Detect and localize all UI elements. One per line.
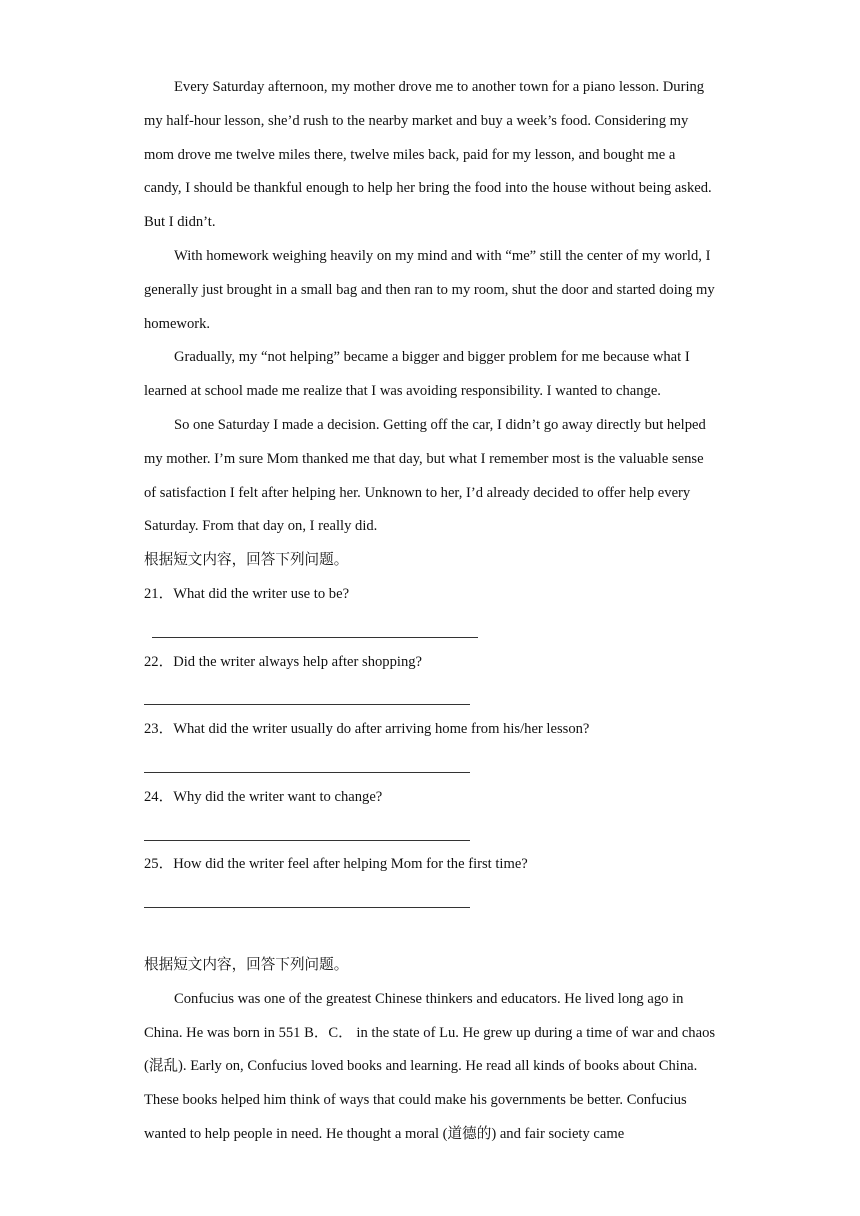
answer-line-23[interactable] <box>144 747 716 781</box>
answer-line-22[interactable] <box>144 679 716 713</box>
question-24: 24．Why did the writer want to change? <box>144 788 383 805</box>
passage1-paragraph-2: With homework weighing heavily on my mind and with “me” still the center of my world, I generally just brought in a small bag and then ran to my room, shut the door and started doing my homework. <box>144 247 715 332</box>
passage1-paragraph-3: Gradually, my “not helping” became a bigger and bigger problem for me because what I learned at school made me realize that I was avoiding responsibility. I wanted to change. <box>144 349 690 400</box>
question-25: 25．How did the writer feel after helping Mom for the first time? <box>144 856 528 873</box>
passage1-instruction: 根据短文内容，回答下列问题。 <box>144 552 349 569</box>
question-23: 23．What did the writer usually do after arriving home from his/her lesson? <box>144 721 590 738</box>
answer-line-25[interactable] <box>144 882 716 916</box>
section-gap <box>144 916 716 949</box>
answer-line-24[interactable] <box>144 815 716 849</box>
passage1-paragraph-1: Every Saturday afternoon, my mother drove me to another town for a piano lesson. During my half-hour lesson, she’d rush to the nearby market and buy a week’s food. Considering my mom drove me twelve miles there, twelve miles back, paid for my lesson, and bought me a candy, I should be thankful enough to help her bring the food into the house without being asked. But I didn’t. <box>144 79 712 231</box>
question-21: 21．What did the writer use to be? <box>144 585 350 602</box>
question-22: 22．Did the writer always help after shopping? <box>144 653 423 670</box>
passage2-paragraph-1: Confucius was one of the greatest Chinese thinkers and educators. He lived long ago in China. He was born in 551 B．C． in the state of Lu. He grew up during a time of war and chaos (混乱). Early on, Confucius loved books and learning. He read all kinds of books about China. These books helped him think of ways that could make his governments be better. Confucius wanted to help people in need. He thought a moral (道德的) and fair society came <box>144 990 716 1142</box>
passage1-paragraph-4: So one Saturday I made a decision. Getting off the car, I didn’t go away directly but helped my mother. I’m sure Mom thanked me that day, but what I remember most is the valuable sense of satisfaction I felt after helping her. Unknown to her, I’d already decided to offer help every Saturday. From that day on, I really did. <box>144 416 706 535</box>
document-content <box>144 71 716 1152</box>
answer-line-21[interactable] <box>144 612 716 646</box>
passage2-instruction: 根据短文内容，回答下列问题。 <box>144 956 349 973</box>
